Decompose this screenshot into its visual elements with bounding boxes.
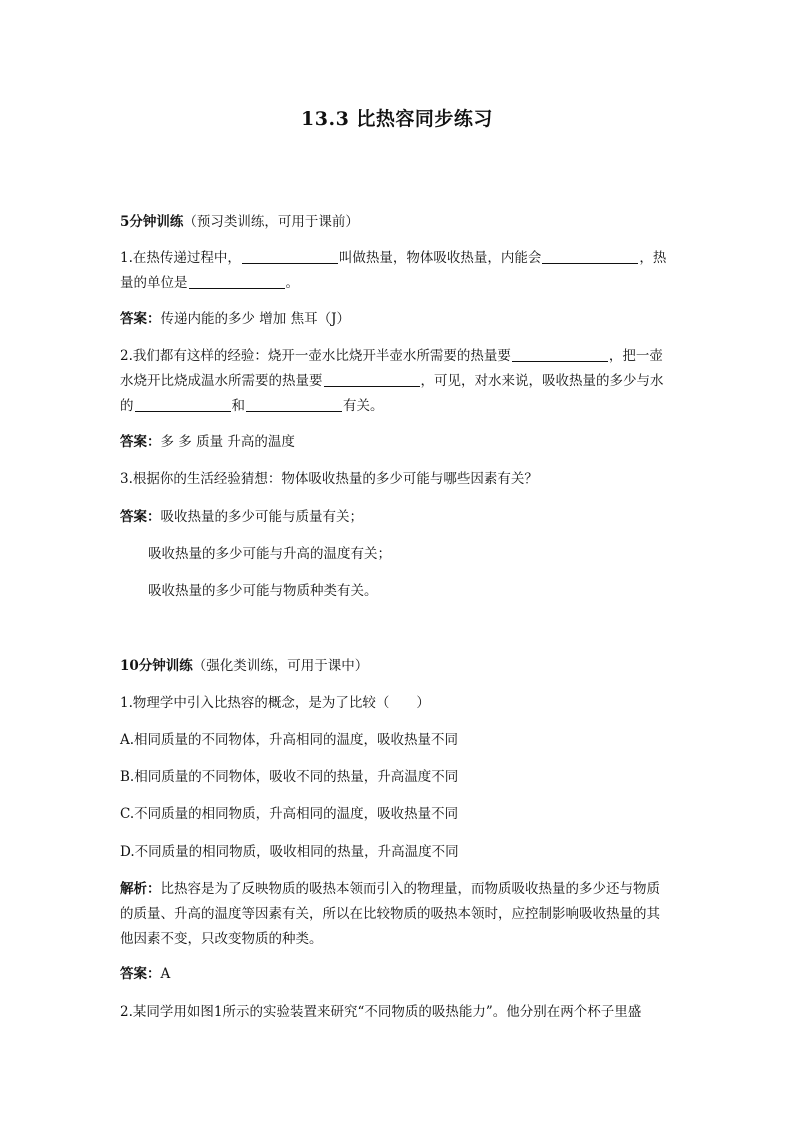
- answer-label: 答案：: [120, 434, 161, 450]
- answer-s2-1: [120, 962, 680, 982]
- question-text: 量的单位是: [120, 275, 188, 291]
- question-text: 1.在热传递过程中，: [120, 250, 241, 266]
- answer-3: [120, 505, 680, 525]
- answer-label: 答案：: [120, 966, 161, 982]
- option-c: C.不同质量的相同物质，升高相同的温度，吸收热量不同: [120, 806, 459, 822]
- question-text: 2.我们都有这样的经验：烧开一壶水比烧开半壶水所需要的热量要: [120, 348, 511, 364]
- question-1-line-2: [120, 271, 680, 291]
- page-title: 13.3 比热容同步练习: [301, 108, 493, 130]
- question-text: 和: [231, 398, 245, 414]
- answer-blank: [324, 385, 420, 387]
- analysis-line-3: 他因素不变，只改变物质的种类。: [120, 931, 323, 947]
- analysis-text: 比热容是为了反映物质的吸热本领而引入的物理量，而物质吸收热量的多少还与物质: [160, 881, 660, 897]
- question-text: ，把一壶: [608, 348, 663, 364]
- answer-label: 答案：: [120, 509, 161, 525]
- question-text: 有关。: [343, 398, 384, 414]
- analysis-label: 解析：: [120, 881, 161, 897]
- answer-blank: [242, 262, 338, 264]
- answer-blank: [542, 262, 638, 264]
- option-d: D.不同质量的相同物质，吸收相同的热量，升高温度不同: [120, 844, 459, 860]
- section-heading-label: 10分钟训练: [120, 658, 193, 674]
- answer-label: 答案：: [120, 311, 161, 327]
- section-heading-note: （预习类训练，可用于课前）: [183, 214, 359, 230]
- question-2-line-3: [120, 394, 680, 414]
- answer-2: [120, 430, 680, 450]
- section-heading-10min: [120, 654, 680, 674]
- answer-blank: [246, 410, 342, 412]
- option-a: A.相同质量的不同物体，升高相同的温度，吸收热量不同: [120, 732, 459, 748]
- question-text: 。: [285, 275, 299, 291]
- answer-blank: [512, 360, 608, 362]
- answer-text: 传递内能的多少 增加 焦耳（J）: [160, 311, 350, 327]
- question-text: 水烧开比烧成温水所需要的热量要: [120, 373, 323, 389]
- answer-blank: [135, 410, 231, 412]
- section-heading-5min: [120, 210, 680, 230]
- question-3: 3.根据你的生活经验猜想：物体吸收热量的多少可能与哪些因素有关？: [120, 471, 538, 487]
- analysis-line-2: 的质量、升高的温度等因素有关，所以在比较物质的吸热本领时，应控制影响吸收热量的其: [120, 906, 660, 922]
- question-s2-2: 2.某同学用如图1所示的实验装置来研究“不同物质的吸热能力”。他分别在两个杯子里盛: [120, 1004, 642, 1020]
- question-text: ，可见，对水来说，吸收热量的多少与水: [420, 373, 664, 389]
- question-2-line-2: [120, 369, 680, 389]
- question-text: 叫做热量，物体吸收热量，内能会: [338, 250, 542, 266]
- answer-3-line-3: 吸收热量的多少可能与物质种类有关。: [148, 583, 378, 599]
- analysis-line-1: [120, 877, 680, 897]
- option-b: B.相同质量的不同物体，吸收不同的热量，升高温度不同: [120, 769, 459, 785]
- answer-1: [120, 307, 680, 327]
- question-2-line-1: [120, 344, 680, 364]
- answer-text: A: [160, 966, 171, 982]
- question-s2-1: 1.物理学中引入比热容的概念，是为了比较（ ）: [120, 695, 430, 711]
- answer-text: 吸收热量的多少可能与质量有关；: [160, 509, 363, 525]
- answer-blank: [189, 287, 285, 289]
- section-heading-note: （强化类训练，可用于课中）: [192, 658, 369, 674]
- question-1-line-1: [120, 246, 680, 266]
- question-text: ，热: [639, 250, 667, 266]
- answer-3-line-2: 吸收热量的多少可能与升高的温度有关；: [148, 546, 391, 562]
- question-text: 的: [120, 398, 134, 414]
- answer-text: 多 多 质量 升高的温度: [160, 434, 295, 450]
- section-heading-label: 5分钟训练: [120, 214, 184, 230]
